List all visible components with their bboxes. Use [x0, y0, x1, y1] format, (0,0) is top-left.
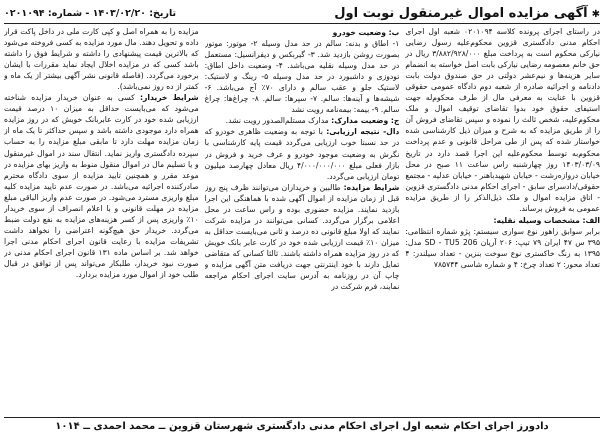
valuation-text: با توجه به وضعیت ظاهری خودرو که در حد نسبتا خوب ارزیابی می‌گردد قیمت پایه کارشناسی با نگرش به وضعیت موجود خودرو و عرف خرید و فروش در بازار فعلی مبلغ ۴/۰۰۰/۰۰۰/۰۰۰ ریال معادل چهارصد میلیون تومان ارزیابی می‌گردد.	[204, 127, 400, 181]
auction-terms-text: طالبین و خریداران می‌توانند ظرف پنج روز قبل از زمان مزایده از اموال آگهی شده با هماهنگی این اجرا بازدید نمایند. مزایده حضوری بوده و راس ساعت در محل اعلامی برگزار می‌گردد. کسانی می‌توانند در مزایده شرکت نمایند که اولا مبلغ قانونی ده درصد و ثانی می‌بایست حداقل به میزان ۱۰٪ قیمت ارزیابی شده خود در کارت عابر بانک خویش که در روز مزایده همراه داشته باشند. ثالثا کسانی که متقاضی تمایل دارند با خود اینترنتی جهت دریافت متن آگهی مزایده و چاپ آن در روزنامه به آدرس سایت اجرای احکام مراجعه نمایند، فرم شرکت در	[204, 182, 400, 292]
vehicle-spec-text: برابر سوابق راهور نوع سواری سیستم: پژو شماره انتظامی: ۳۹۵ س ۴۷ ایران ۷۹ تیپ: ۲۰۶ آریان SD - TU5 206 مدل: ۱۳۹۵ به رنگ خاکستری نوع سوخت بنزین - تعداد سیلندر: ۴ تعداد محور: ۲ تعداد چرخ: ۴ و شماره شاسی ۷۸۵۷۴۴	[405, 226, 600, 269]
buyer-terms-text: کسی به عنوان خریدار مزایده شناخته می‌شود که می‌بایست حداقل به میزان ۱۰ درصد قیمت ارزیابی شده خود در کارت عابربانک خویش که در روز مزایده همراه دارد موجودی داشته باشد و سپس حداکثر تا یک ماه از زمان مزایده مهلت دارد تا مابقی مبلغ مزایده را به حساب سپرده دادگستری واریز نماید. انتقال سند در اموال غیرمنقول و یا تسلیم مال در اموال منقول منوط به واریز بهای مزایده در موعد مقرر و همچنین تایید مزایده از سوی دادگاه محترم صادرکننده اجرائیه می‌باشد. در صورت عدم تایید مزایده کلیه مبلغ واریزی مسترد می‌شود. در صورت عدم واریز الباقی مبلغ مزایده در مهلت قانونی و با اعلام انصراف از سوی خریدار ۱۰٪ واریزی پس از کسر هزینه‌های مزایده به نفع دولت ضبط می‌گردد. خریدار حق هیچ‌گونه اعتراضی را نخواهد داشت تشریفات مزایده با رعایت قانون اجرای احکام مدنی اجرا خواهد شد. بر اساس ماده ۱۳۱ قانون اجرای احکام مدنی در صورت نبود خریدار، طلبکار می‌تواند پس از توافق در قبال طلب خود از اموال مورد مزایده بردارد.	[4, 93, 199, 280]
column-left	[4, 26, 199, 420]
valuation-heading: دال- نتیجه ارزیابی:	[326, 127, 400, 137]
vehicle-condition-text: ۱- اطاق و بدنه: سالم در حد مدل وسیله ۲- موتور: موتور بصورت روشن بازدید شد. ۳- گیربکس و دیفرانسیل: مستعمل در حد مدل وسیله نقلیه می‌باشد. ۴- وضعیت داخل اطاق: تودوزی و داشبورد در حد مدل وسیله ۵- رینگ و لاستیک: لاستیک جلو و عقب سالم و دارای ۷۰٪ آج می‌باشد. ۶- شیشه‌ها و آینه‌ها: سالم. ۷- سپرها: سالم. ۸- چراغ‌ها: چراغ سالم. ۹- بیمه: بیمه‌نامه رویت نشد	[204, 39, 400, 115]
documents-paragraph	[205, 115, 400, 126]
column-middle	[205, 26, 400, 420]
intro-paragraph: در راستای اجرای پرونده کلاسه ۰۲۰۱۰۹۴ شعبه اول اجرای احکام مدنی دادگستری قزوین محکوم‌علیه رسول رضایی نیارکی محکوم است به پرداخت مبلغ ۳/۸۸۲/۹۲۸/۰۰۰ ریال در حق خانم معصومه رضایی نیارکی بابت اصل خواسته به انضمام سایر هزینه‌ها و نیم‌عشر دولتی در حق صندوق دولت بابت دادنامه و اجرائیه صادره از شعبه دوم دادگاه عمومی حقوقی قزوین با عنایت به معرفی مال از طرف محکوم‌له جهت استیفای حقوق خود بدوا تقاضای توقیف اموال و ملک محکوم‌علیه، شخص ثالث را نموده و سپس تقاضای فروش آن را از طریق مزایده که به شرح و میزان ذیل کارشناسی شده خواستار شده که پس از طی مراحل قانونی و عدم پرداخت محکوم‌به توسط محکوم‌علیه این اجرا قصد دارد در تاریخ ۱۴۰۳/۰۳/۰۹ روز چهارشنبه راس ساعت ۱۱ صبح در محل خیابان دروازه‌رشت - خیابان شهیدباهنر - خیابان عدلیه - مجتمع حقوقی/دادسرای سابق - اجرای احکام مدنی دادگستری قزوین - اتاق مزایده اموال و ملک ذیل‌الذکر را از طریق مزایده عمومی به فروش برساند.	[405, 27, 600, 213]
buyer-terms-heading: شرایط خریدار:	[139, 93, 199, 103]
valuation-paragraph	[205, 126, 400, 181]
ad-date-number: تاریخ: ۱۴۰۳/۰۲/۲۰ - شماره: ۰۲۰۱۰۹۴	[4, 7, 177, 19]
star-icon: ✱	[591, 8, 600, 20]
ad-title-text: آگهی مزایده اموال غیرمنقول نوبت اول	[334, 5, 588, 21]
auction-terms-paragraph	[205, 182, 400, 292]
ad-footer-signature: دادورز اجرای احکام شعبه اول اجرای احکام مدنی دادگستری شهرستان قزوین ــ محمد احمدی ــ ۱۰۱۴	[4, 417, 600, 434]
column-right	[405, 26, 600, 420]
documents-text: مدارک مستلم‌الصدور رویت نشد.	[225, 116, 329, 126]
documents-heading: ج: وضعیت مدارک:	[331, 116, 400, 126]
auction-terms-heading: شرایط مزایده:	[343, 182, 400, 192]
ad-columns	[4, 26, 600, 420]
buyer-terms-paragraph	[4, 92, 199, 280]
auction-terms-continued: مزایده را به همراه اصل و کپی کارت ملی در داخل پاکت قرار داده و تحویل دهند. مال مورد مزایده به کسی فروخته می‌شود که بالاترین قیمت پیشنهادی را داشته و شرایط فوق را داشته باشد کسی که در مزایده اخلال ایجاد نماید مقررات با ایشان برخورد می‌گردد. (فاصله قانونی نشر آگهی بیشتر از یک ماه و کمتر از ده روز نمی‌باشد).	[4, 27, 199, 92]
ad-title	[334, 6, 600, 21]
ad-header	[4, 3, 600, 24]
vehicle-spec-heading: الف: مشخصات وسیله نقلیه:	[493, 215, 600, 225]
vehicle-condition-heading: ب: وضعیت خودرو	[332, 28, 400, 37]
